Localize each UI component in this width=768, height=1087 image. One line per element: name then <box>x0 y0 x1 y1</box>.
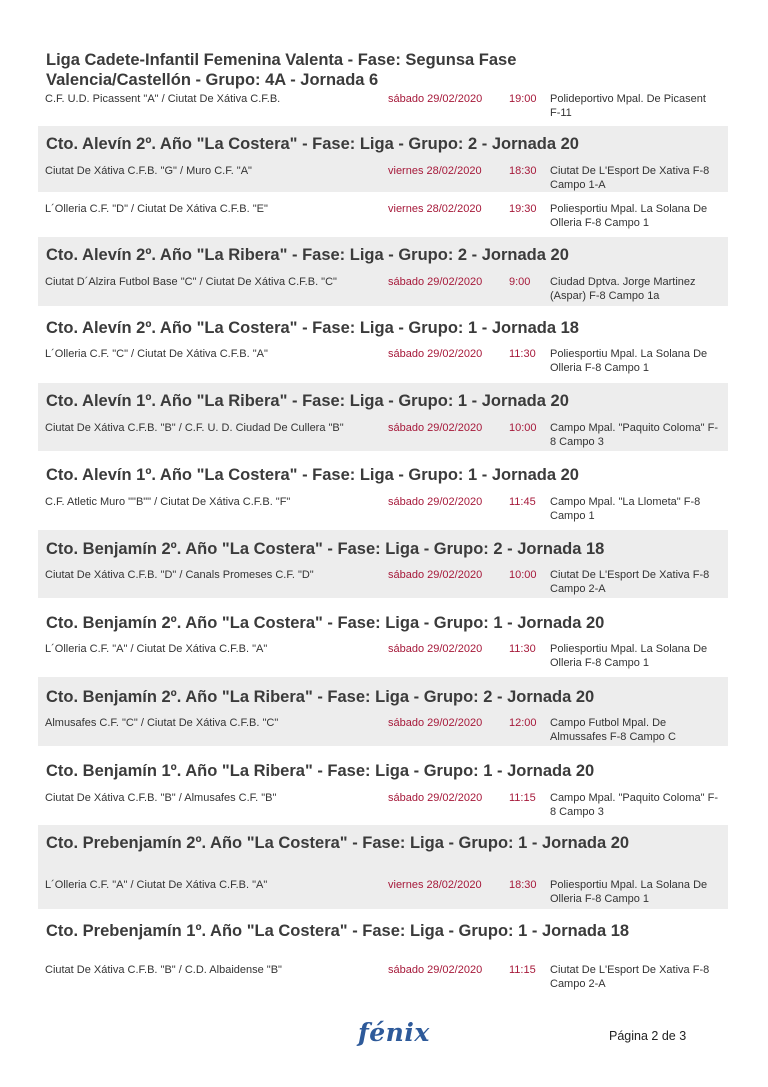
match-date: sábado 29/02/2020 <box>388 717 483 729</box>
match-row <box>38 562 728 598</box>
match-row <box>38 710 728 746</box>
match-time: 10:00 <box>509 569 537 581</box>
match-teams: L´Olleria C.F. "A" / Ciutat De Xátiva C.F.B. "A" <box>45 643 268 655</box>
match-teams: L´Olleria C.F. "A" / Ciutat De Xátiva C.F.B. "A" <box>45 879 268 891</box>
match-time: 12:00 <box>509 717 537 729</box>
section-header <box>38 48 728 88</box>
match-teams: L´Olleria C.F. "D" / Ciutat De Xátiva C.F.B. "E" <box>45 203 268 215</box>
section-header <box>38 237 728 270</box>
section-header <box>38 126 728 158</box>
match-time: 9:00 <box>509 276 531 288</box>
match-time: 19:30 <box>509 203 537 215</box>
section-header <box>38 751 728 783</box>
match-date: sábado 29/02/2020 <box>388 643 483 655</box>
section-title: Cto. Alevín 2º. Año "La Ribera" - Fase: Liga - Grupo: 2 - Jornada 20 <box>46 246 569 264</box>
match-venue: Polideportivo Mpal. De Picasent F-11 <box>550 93 706 119</box>
match-teams: Almusafes C.F. "C" / Ciutat De Xátiva C.F.B. "C" <box>45 717 279 729</box>
match-teams: C.F. Atletic Muro ""B"" / Ciutat De Xátiva C.F.B. "F" <box>45 496 291 508</box>
match-row <box>38 636 728 672</box>
match-venue: Campo Mpal. "Paquito Coloma" F-8 Campo 3 <box>550 422 718 448</box>
match-date: sábado 29/02/2020 <box>388 348 483 360</box>
match-row <box>38 783 728 819</box>
match-teams: L´Olleria C.F. "C" / Ciutat De Xátiva C.F.B. "A" <box>45 348 268 360</box>
section-title: Cto. Alevín 1º. Año "La Costera" - Fase: Liga - Grupo: 1 - Jornada 20 <box>46 466 579 484</box>
section-header <box>38 825 728 877</box>
section-header <box>38 604 728 636</box>
match-date: sábado 29/02/2020 <box>388 964 483 976</box>
match-venue: Campo Mpal. "La Llometa" F-8 Campo 1 <box>550 496 701 522</box>
section-title: Cto. Alevín 2º. Año "La Costera" - Fase: Liga - Grupo: 1 - Jornada 18 <box>46 319 579 337</box>
section-header <box>38 915 728 961</box>
match-time: 19:00 <box>509 93 537 105</box>
section-header <box>38 310 728 342</box>
page-number: Página 2 de 3 <box>609 1029 687 1043</box>
section-title: Cto. Benjamín 2º. Año "La Costera" - Fase: Liga - Grupo: 2 - Jornada 18 <box>46 540 605 558</box>
match-teams: Ciutat De Xátiva C.F.B. "D" / Canals Promeses C.F. "D" <box>45 569 314 581</box>
fenix-logo: fénix <box>358 1018 430 1047</box>
match-row <box>38 342 728 378</box>
match-date: viernes 28/02/2020 <box>388 165 482 177</box>
match-venue: Ciutat De L'Esport De Xativa F-8 Campo 2-A <box>550 964 710 990</box>
section-title: Cto. Alevín 2º. Año "La Costera" - Fase: Liga - Grupo: 2 - Jornada 20 <box>46 135 579 153</box>
section-header <box>38 677 728 710</box>
match-teams: Ciutat D´Alzira Futbol Base "C" / Ciutat De Xátiva C.F.B. "C" <box>45 276 337 288</box>
match-venue: Poliesportiu Mpal. La Solana De Olleria F-8 Campo 1 <box>550 879 708 905</box>
match-time: 10:00 <box>509 422 537 434</box>
section-title: Cto. Benjamín 1º. Año "La Ribera" - Fase: Liga - Grupo: 1 - Jornada 20 <box>46 762 595 780</box>
match-time: 11:15 <box>509 964 536 976</box>
match-row <box>38 877 728 909</box>
match-date: sábado 29/02/2020 <box>388 276 483 288</box>
match-teams: Ciutat De Xátiva C.F.B. "G" / Muro C.F. "A" <box>45 165 252 177</box>
section-title: Cto. Benjamín 2º. Año "La Costera" - Fase: Liga - Grupo: 1 - Jornada 20 <box>46 614 605 632</box>
match-date: sábado 29/02/2020 <box>388 792 483 804</box>
match-time: 18:30 <box>509 165 537 177</box>
match-time: 11:30 <box>509 643 536 655</box>
match-row <box>38 270 728 306</box>
match-teams: C.F. U.D. Picassent "A" / Ciutat De Xátiva C.F.B. <box>45 93 281 105</box>
match-venue: Ciutat De L'Esport De Xativa F-8 Campo 2-A <box>550 569 710 595</box>
section-title: Liga Cadete-Infantil Femenina Valenta - Fase: Segunsa Fase Valencia/Castellón - Grupo: 4A - Jornada 6 <box>46 51 517 89</box>
match-date: sábado 29/02/2020 <box>388 93 483 105</box>
match-row <box>38 158 728 192</box>
match-time: 11:30 <box>509 348 536 360</box>
match-teams: Ciutat De Xátiva C.F.B. "B" / C.F. U. D. Ciudad De Cullera "B" <box>45 422 344 434</box>
match-date: sábado 29/02/2020 <box>388 569 483 581</box>
match-row <box>38 415 728 451</box>
match-row <box>38 963 728 995</box>
match-date: viernes 28/02/2020 <box>388 203 482 215</box>
match-time: 11:45 <box>509 496 536 508</box>
match-teams: Ciutat De Xátiva C.F.B. "B" / Almusafes C.F. "B" <box>45 792 277 804</box>
match-venue: Ciudad Dptva. Jorge Martinez (Aspar) F-8 Campo 1a <box>550 276 696 302</box>
match-row <box>38 489 728 525</box>
match-date: sábado 29/02/2020 <box>388 496 483 508</box>
match-teams: Ciutat De Xátiva C.F.B. "B" / C.D. Albaidense "B" <box>45 964 282 976</box>
match-venue: Campo Mpal. "Paquito Coloma" F-8 Campo 3 <box>550 792 718 818</box>
match-row <box>38 196 728 230</box>
section-title: Cto. Benjamín 2º. Año "La Ribera" - Fase: Liga - Grupo: 2 - Jornada 20 <box>46 688 595 706</box>
match-row <box>38 92 728 122</box>
section-title: Cto. Prebenjamín 2º. Año "La Costera" - Fase: Liga - Grupo: 1 - Jornada 20 <box>46 834 630 852</box>
match-date: viernes 28/02/2020 <box>388 879 482 891</box>
match-venue: Poliesportiu Mpal. La Solana De Olleria F-8 Campo 1 <box>550 203 708 229</box>
match-venue: Poliesportiu Mpal. La Solana De Olleria F-8 Campo 1 <box>550 348 708 374</box>
match-venue: Campo Futbol Mpal. De Almussafes F-8 Campo C <box>550 717 676 743</box>
section-title: Cto. Alevín 1º. Año "La Ribera" - Fase: Liga - Grupo: 1 - Jornada 20 <box>46 392 569 410</box>
section-header <box>38 457 728 489</box>
match-date: sábado 29/02/2020 <box>388 422 483 434</box>
match-venue: Poliesportiu Mpal. La Solana De Olleria F-8 Campo 1 <box>550 643 708 669</box>
match-time: 11:15 <box>509 792 536 804</box>
section-header <box>38 383 728 415</box>
section-title: Cto. Prebenjamín 1º. Año "La Costera" - Fase: Liga - Grupo: 1 - Jornada 18 <box>46 922 630 940</box>
section-header <box>38 530 728 562</box>
match-time: 18:30 <box>509 879 537 891</box>
match-venue: Ciutat De L'Esport De Xativa F-8 Campo 1-A <box>550 165 710 191</box>
